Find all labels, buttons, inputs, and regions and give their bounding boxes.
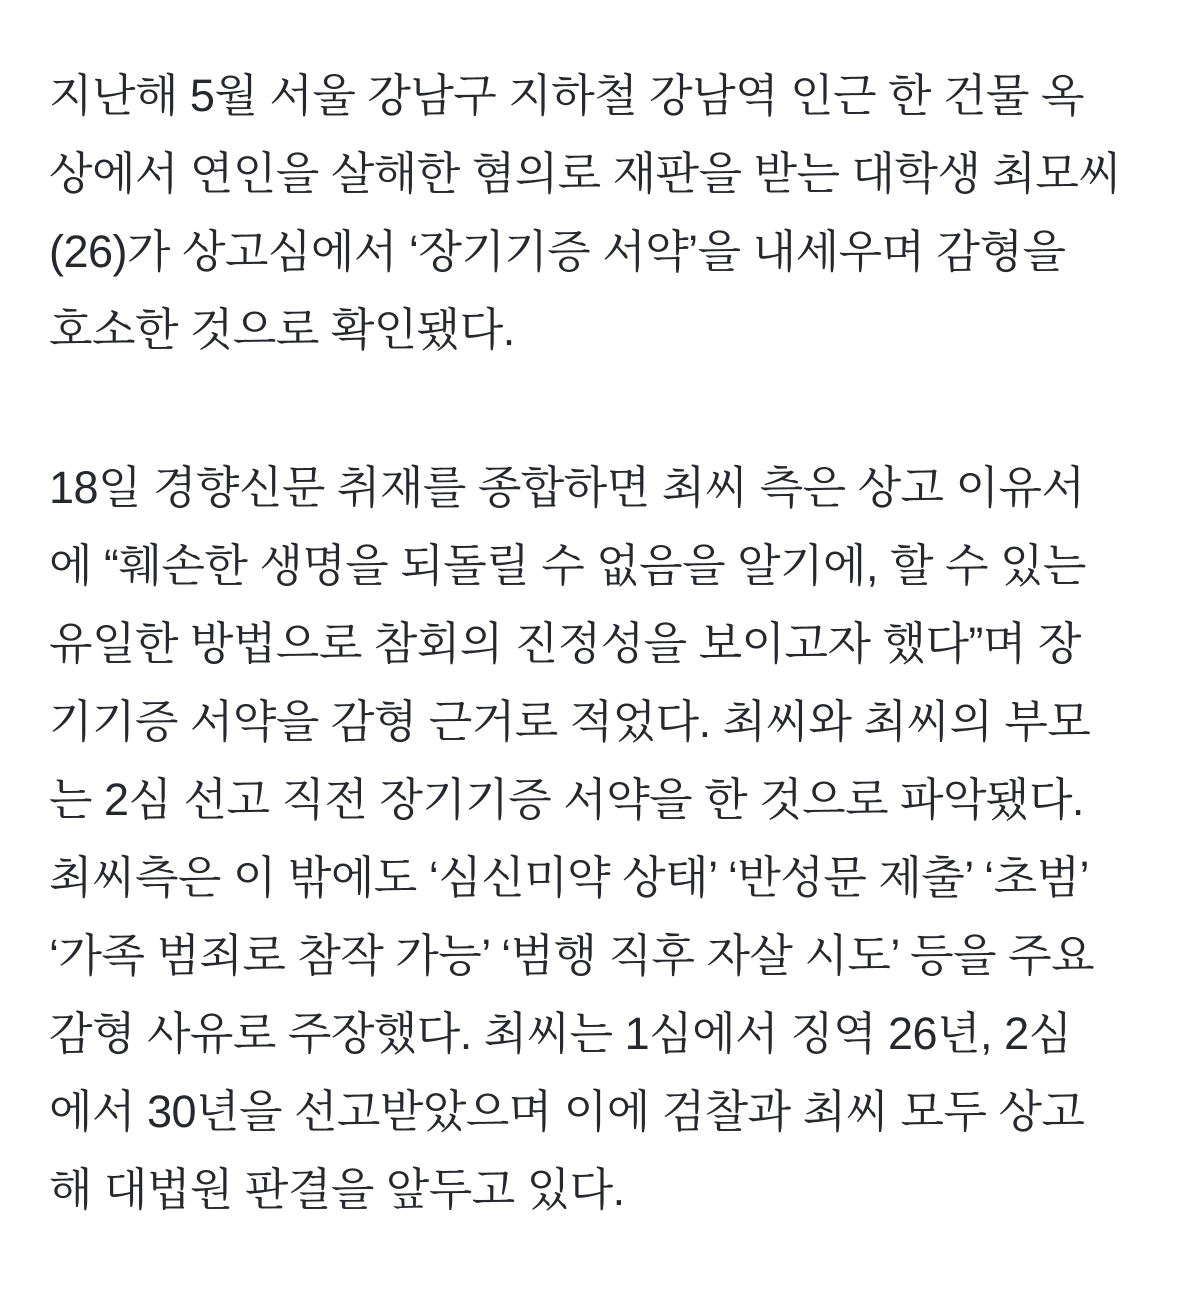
text-line: 에 “훼손한 생명을 되돌릴 수 없음을 알기에, 할 수 있는 (49, 540, 1086, 591)
article-paragraph (49, 57, 1139, 369)
text-line: 최씨측은 이 밖에도 ‘심신미약 상태’ ‘반성문 제출’ ‘초범’ (49, 852, 1090, 903)
text-line: 18일 경향신문 취재를 종합하면 최씨 측은 상고 이유서 (49, 462, 1085, 513)
text-line: 에서 30년을 선고받았으며 이에 검찰과 최씨 모두 상고 (49, 1086, 1085, 1137)
text-line: 지난해 5월 서울 강남구 지하철 강남역 인근 한 건물 옥 (49, 70, 1084, 121)
text-line: 감형 사유로 주장했다. 최씨는 1심에서 징역 26년, 2심 (49, 1008, 1072, 1059)
text-line: (26)가 상고심에서 ‘장기기증 서약’을 내세우며 감형을 (49, 226, 1066, 277)
article-paragraph (49, 449, 1139, 1229)
text-line: 상에서 연인을 살해한 혐의로 재판을 받는 대학생 최모씨 (49, 148, 1122, 199)
text-line: 유일한 방법으로 참회의 진정성을 보이고자 했다”며 장 (49, 618, 1081, 669)
text-line: 기기증 서약을 감형 근거로 적었다. 최씨와 최씨의 부모 (49, 696, 1091, 747)
text-line: 호소한 것으로 확인됐다. (49, 304, 515, 355)
text-line: ‘가족 범죄로 참작 가능’ ‘범행 직후 자살 시도’ 등을 주요 (49, 930, 1095, 981)
text-line: 는 2심 선고 직전 장기기증 서약을 한 것으로 파악됐다. (49, 774, 1084, 825)
text-line: 해 대법원 판결을 앞두고 있다. (49, 1164, 625, 1215)
